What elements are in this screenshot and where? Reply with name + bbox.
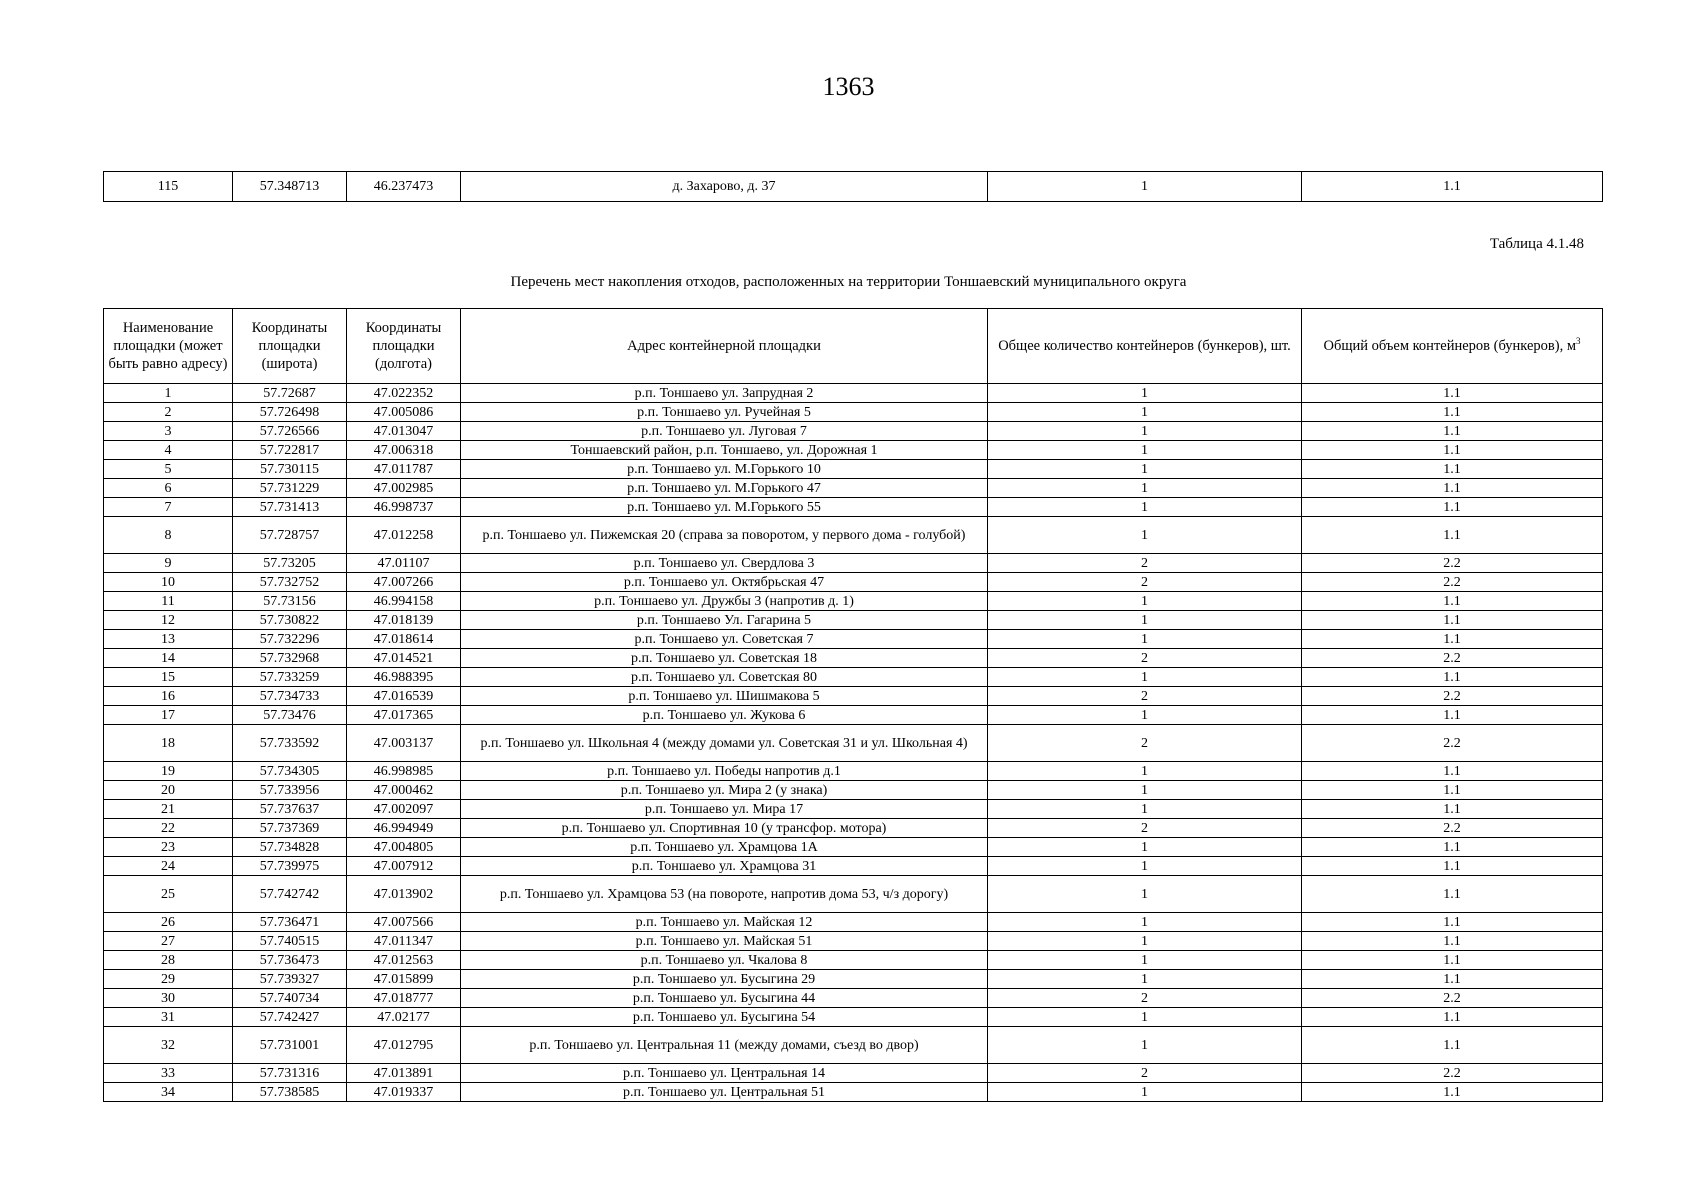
cell-volume: 2.2 xyxy=(1302,554,1603,573)
cell-volume: 2.2 xyxy=(1302,725,1603,762)
cell-lat: 57.731229 xyxy=(233,479,347,498)
cell-volume: 2.2 xyxy=(1302,989,1603,1008)
cell-count: 1 xyxy=(988,630,1302,649)
cell-count: 2 xyxy=(988,554,1302,573)
cell-volume: 1.1 xyxy=(1302,781,1603,800)
table-header-row xyxy=(104,309,1603,384)
header-volume xyxy=(1302,309,1603,384)
table-row xyxy=(104,762,1603,781)
cell-volume: 1.1 xyxy=(1302,479,1603,498)
cell-id: 5 xyxy=(104,460,233,479)
cell-lat: 57.739975 xyxy=(233,857,347,876)
cell-lat: 57.742427 xyxy=(233,1008,347,1027)
cell-lon: 46.237473 xyxy=(347,172,461,202)
cell-count: 1 xyxy=(988,1008,1302,1027)
cell-address: р.п. Тоншаево ул. Мира 17 xyxy=(461,800,988,819)
cell-volume: 1.1 xyxy=(1302,460,1603,479)
cell-id: 18 xyxy=(104,725,233,762)
cell-lon: 47.013902 xyxy=(347,876,461,913)
cell-id: 32 xyxy=(104,1027,233,1064)
cell-lon: 47.011347 xyxy=(347,932,461,951)
cell-address: р.п. Тоншаево ул. Мира 2 (у знака) xyxy=(461,781,988,800)
cell-volume: 1.1 xyxy=(1302,517,1603,554)
cell-lat: 57.739327 xyxy=(233,970,347,989)
cell-id: 34 xyxy=(104,1083,233,1102)
header-address: Адрес контейнерной площадки xyxy=(461,309,988,384)
table-caption: Перечень мест накопления отходов, расположенных на территории Тоншаевский муниципального округа xyxy=(510,274,1187,290)
cell-address: р.п. Тоншаево ул. М.Горького 55 xyxy=(461,498,988,517)
cell-lon: 47.018614 xyxy=(347,630,461,649)
header-volume-text: Общий объем контейнеров (бункеров), м xyxy=(1323,338,1577,354)
header-name: Наименование площадки (может быть равно адресу) xyxy=(104,309,233,384)
cell-lon: 47.007266 xyxy=(347,573,461,592)
cell-count: 1 xyxy=(988,706,1302,725)
cell-id: 2 xyxy=(104,403,233,422)
cell-lon: 47.013047 xyxy=(347,422,461,441)
cell-address: р.п. Тоншаево ул. Советская 7 xyxy=(461,630,988,649)
cell-id: 3 xyxy=(104,422,233,441)
cell-count: 1 xyxy=(988,172,1302,202)
cell-lon: 47.014521 xyxy=(347,649,461,668)
cell-id: 28 xyxy=(104,951,233,970)
table-row xyxy=(104,668,1603,687)
cell-id: 22 xyxy=(104,819,233,838)
cell-address: р.п. Тоншаево ул. Школьная 4 (между домами ул. Советская 31 и ул. Школьная 4) xyxy=(461,725,988,762)
cell-lat: 57.740734 xyxy=(233,989,347,1008)
cell-address: д. Захарово, д. 37 xyxy=(461,172,988,202)
cell-count: 1 xyxy=(988,517,1302,554)
cell-count: 1 xyxy=(988,913,1302,932)
cell-volume: 1.1 xyxy=(1302,498,1603,517)
cell-address: р.п. Тоншаево ул. Центральная 51 xyxy=(461,1083,988,1102)
table-row xyxy=(104,573,1603,592)
cell-address: р.п. Тоншаево ул. Центральная 14 xyxy=(461,1064,988,1083)
cell-count: 2 xyxy=(988,649,1302,668)
table-row xyxy=(104,498,1603,517)
cell-id: 24 xyxy=(104,857,233,876)
cell-count: 1 xyxy=(988,838,1302,857)
cell-lat: 57.72687 xyxy=(233,384,347,403)
cell-lon: 47.007566 xyxy=(347,913,461,932)
cell-address: р.п. Тоншаево ул. Спортивная 10 (у трансфор. мотора) xyxy=(461,819,988,838)
cell-lon: 46.994949 xyxy=(347,819,461,838)
cell-lat: 57.742742 xyxy=(233,876,347,913)
cell-id: 11 xyxy=(104,592,233,611)
cell-address: р.п. Тоншаево ул. Жукова 6 xyxy=(461,706,988,725)
table-row xyxy=(104,403,1603,422)
cell-address: р.п. Тоншаево ул. Чкалова 8 xyxy=(461,951,988,970)
cell-lat: 57.731413 xyxy=(233,498,347,517)
cell-address: р.п. Тоншаево ул. Свердлова 3 xyxy=(461,554,988,573)
cell-count: 1 xyxy=(988,384,1302,403)
cell-lon: 47.019337 xyxy=(347,1083,461,1102)
cell-address: Тоншаевский район, р.п. Тоншаево, ул. Дорожная 1 xyxy=(461,441,988,460)
waste-sites-table xyxy=(103,308,1603,1102)
cell-lon: 46.994158 xyxy=(347,592,461,611)
cell-address: р.п. Тоншаево ул. Дружбы 3 (напротив д. 1) xyxy=(461,592,988,611)
cell-lon: 46.988395 xyxy=(347,668,461,687)
cell-volume: 1.1 xyxy=(1302,1008,1603,1027)
cell-volume: 1.1 xyxy=(1302,838,1603,857)
cell-lon: 47.002985 xyxy=(347,479,461,498)
table-row xyxy=(104,172,1603,202)
table-body xyxy=(104,384,1603,1102)
cell-address: р.п. Тоншаево ул. Бусыгина 54 xyxy=(461,1008,988,1027)
table-row xyxy=(104,649,1603,668)
cell-count: 1 xyxy=(988,422,1302,441)
cell-id: 1 xyxy=(104,384,233,403)
cell-lon: 47.015899 xyxy=(347,970,461,989)
cell-lon: 47.002097 xyxy=(347,800,461,819)
cell-address: р.п. Тоншаево ул. Храмцова 1А xyxy=(461,838,988,857)
cell-lat: 57.734828 xyxy=(233,838,347,857)
table-row xyxy=(104,800,1603,819)
table-row xyxy=(104,838,1603,857)
cell-address: р.п. Тоншаево ул. Храмцова 53 (на повороте, напротив дома 53, ч/з дорогу) xyxy=(461,876,988,913)
cell-volume: 2.2 xyxy=(1302,1064,1603,1083)
cell-lat: 57.731316 xyxy=(233,1064,347,1083)
cell-count: 1 xyxy=(988,611,1302,630)
cell-address: р.п. Тоншаево ул. Советская 18 xyxy=(461,649,988,668)
cell-id: 21 xyxy=(104,800,233,819)
cell-lon: 47.012795 xyxy=(347,1027,461,1064)
cell-address: р.п. Тоншаево Ул. Гагарина 5 xyxy=(461,611,988,630)
cell-lon: 47.022352 xyxy=(347,384,461,403)
cell-volume: 1.1 xyxy=(1302,384,1603,403)
cell-id: 23 xyxy=(104,838,233,857)
cell-lat: 57.740515 xyxy=(233,932,347,951)
cell-count: 1 xyxy=(988,592,1302,611)
cell-address: р.п. Тоншаево ул. Ручейная 5 xyxy=(461,403,988,422)
cell-count: 1 xyxy=(988,970,1302,989)
table-row xyxy=(104,725,1603,762)
table-row xyxy=(104,876,1603,913)
table-row xyxy=(104,857,1603,876)
cell-lon: 47.01107 xyxy=(347,554,461,573)
cell-count: 1 xyxy=(988,1083,1302,1102)
cell-lon: 47.018777 xyxy=(347,989,461,1008)
cell-lat: 57.732296 xyxy=(233,630,347,649)
cell-lon: 47.006318 xyxy=(347,441,461,460)
cell-lat: 57.733956 xyxy=(233,781,347,800)
cell-lat: 57.734305 xyxy=(233,762,347,781)
table-row xyxy=(104,592,1603,611)
table-row xyxy=(104,781,1603,800)
header-volume-superscript: 3 xyxy=(1576,336,1581,347)
table-row xyxy=(104,913,1603,932)
cell-id: 4 xyxy=(104,441,233,460)
cell-id: 7 xyxy=(104,498,233,517)
cell-id: 20 xyxy=(104,781,233,800)
cell-volume: 1.1 xyxy=(1302,172,1603,202)
cell-id: 14 xyxy=(104,649,233,668)
cell-lon: 47.013891 xyxy=(347,1064,461,1083)
cell-count: 1 xyxy=(988,498,1302,517)
header-count: Общее количество контейнеров (бункеров), шт. xyxy=(988,309,1302,384)
cell-count: 1 xyxy=(988,876,1302,913)
cell-count: 2 xyxy=(988,573,1302,592)
cell-count: 1 xyxy=(988,460,1302,479)
cell-lon: 47.012258 xyxy=(347,517,461,554)
cell-volume: 1.1 xyxy=(1302,913,1603,932)
header-lon: Координаты площадки (долгота) xyxy=(347,309,461,384)
table-row xyxy=(104,1064,1603,1083)
cell-address: р.п. Тоншаево ул. Шишмакова 5 xyxy=(461,687,988,706)
cell-lat: 57.732752 xyxy=(233,573,347,592)
cell-address: р.п. Тоншаево ул. Майская 12 xyxy=(461,913,988,932)
cell-count: 1 xyxy=(988,403,1302,422)
table-row xyxy=(104,1008,1603,1027)
cell-id: 25 xyxy=(104,876,233,913)
cell-id: 26 xyxy=(104,913,233,932)
table-row xyxy=(104,517,1603,554)
cell-address: р.п. Тоншаево ул. Луговая 7 xyxy=(461,422,988,441)
table-row xyxy=(104,819,1603,838)
cell-count: 1 xyxy=(988,441,1302,460)
cell-volume: 2.2 xyxy=(1302,573,1603,592)
cell-address: р.п. Тоншаево ул. Запрудная 2 xyxy=(461,384,988,403)
cell-lon: 47.012563 xyxy=(347,951,461,970)
cell-address: р.п. Тоншаево ул. Храмцова 31 xyxy=(461,857,988,876)
cell-volume: 2.2 xyxy=(1302,819,1603,838)
cell-count: 2 xyxy=(988,687,1302,706)
cell-id: 8 xyxy=(104,517,233,554)
table-row xyxy=(104,611,1603,630)
cell-lon: 47.02177 xyxy=(347,1008,461,1027)
cell-id: 16 xyxy=(104,687,233,706)
cell-count: 1 xyxy=(988,951,1302,970)
cell-lat: 57.728757 xyxy=(233,517,347,554)
table-row xyxy=(104,687,1603,706)
cell-volume: 1.1 xyxy=(1302,951,1603,970)
previous-table-continuation xyxy=(103,171,1603,202)
cell-count: 1 xyxy=(988,857,1302,876)
cell-id: 17 xyxy=(104,706,233,725)
cell-lon: 46.998737 xyxy=(347,498,461,517)
cell-count: 2 xyxy=(988,1064,1302,1083)
table-row xyxy=(104,706,1603,725)
cell-lat: 57.732968 xyxy=(233,649,347,668)
cell-id: 30 xyxy=(104,989,233,1008)
cell-lat: 57.731001 xyxy=(233,1027,347,1064)
cell-id: 13 xyxy=(104,630,233,649)
table-row xyxy=(104,1083,1603,1102)
cell-lat: 57.738585 xyxy=(233,1083,347,1102)
table-row xyxy=(104,932,1603,951)
cell-count: 1 xyxy=(988,932,1302,951)
table-row xyxy=(104,441,1603,460)
cell-id: 10 xyxy=(104,573,233,592)
cell-lat: 57.733592 xyxy=(233,725,347,762)
page-number: 1363 xyxy=(822,72,875,101)
cell-volume: 1.1 xyxy=(1302,706,1603,725)
table-row xyxy=(104,970,1603,989)
cell-volume: 1.1 xyxy=(1302,762,1603,781)
table-row xyxy=(104,479,1603,498)
cell-volume: 1.1 xyxy=(1302,876,1603,913)
cell-lon: 47.003137 xyxy=(347,725,461,762)
cell-id: 15 xyxy=(104,668,233,687)
cell-id: 19 xyxy=(104,762,233,781)
cell-volume: 1.1 xyxy=(1302,932,1603,951)
table-number: Таблица 4.1.48 xyxy=(1489,236,1584,252)
cell-id: 12 xyxy=(104,611,233,630)
cell-address: р.п. Тоншаево ул. М.Горького 47 xyxy=(461,479,988,498)
cell-lat: 57.736473 xyxy=(233,951,347,970)
cell-address: р.п. Тоншаево ул. Октябрьская 47 xyxy=(461,573,988,592)
cell-address: р.п. Тоншаево ул. Советская 80 xyxy=(461,668,988,687)
cell-lat: 57.730822 xyxy=(233,611,347,630)
cell-count: 1 xyxy=(988,781,1302,800)
cell-volume: 1.1 xyxy=(1302,611,1603,630)
cell-lat: 57.736471 xyxy=(233,913,347,932)
cell-lon: 47.018139 xyxy=(347,611,461,630)
cell-count: 1 xyxy=(988,762,1302,781)
cell-volume: 1.1 xyxy=(1302,800,1603,819)
cell-lat: 57.737369 xyxy=(233,819,347,838)
cell-lon: 47.005086 xyxy=(347,403,461,422)
cell-count: 2 xyxy=(988,989,1302,1008)
table-row xyxy=(104,384,1603,403)
cell-lon: 46.998985 xyxy=(347,762,461,781)
cell-id: 31 xyxy=(104,1008,233,1027)
table-row xyxy=(104,422,1603,441)
cell-volume: 2.2 xyxy=(1302,649,1603,668)
cell-lat: 57.73156 xyxy=(233,592,347,611)
cell-volume: 1.1 xyxy=(1302,970,1603,989)
table-row xyxy=(104,630,1603,649)
table-row xyxy=(104,554,1603,573)
cell-volume: 1.1 xyxy=(1302,1027,1603,1064)
cell-lon: 47.000462 xyxy=(347,781,461,800)
table-row xyxy=(104,460,1603,479)
cell-lat: 57.726566 xyxy=(233,422,347,441)
cell-lon: 47.007912 xyxy=(347,857,461,876)
cell-id: 6 xyxy=(104,479,233,498)
cell-volume: 1.1 xyxy=(1302,668,1603,687)
cell-lat: 57.733259 xyxy=(233,668,347,687)
cell-id: 9 xyxy=(104,554,233,573)
table-row xyxy=(104,1027,1603,1064)
cell-lat: 57.722817 xyxy=(233,441,347,460)
table-row xyxy=(104,951,1603,970)
cell-count: 1 xyxy=(988,479,1302,498)
cell-volume: 1.1 xyxy=(1302,592,1603,611)
cell-id: 27 xyxy=(104,932,233,951)
header-lat: Координаты площадки (широта) xyxy=(233,309,347,384)
cell-address: р.п. Тоншаево ул. Победы напротив д.1 xyxy=(461,762,988,781)
cell-address: р.п. Тоншаево ул. Центральная 11 (между домами, съезд во двор) xyxy=(461,1027,988,1064)
cell-lat: 57.73476 xyxy=(233,706,347,725)
cell-id: 29 xyxy=(104,970,233,989)
cell-volume: 2.2 xyxy=(1302,687,1603,706)
cell-address: р.п. Тоншаево ул. Бусыгина 44 xyxy=(461,989,988,1008)
cell-id: 33 xyxy=(104,1064,233,1083)
cell-lat: 57.737637 xyxy=(233,800,347,819)
table-row xyxy=(104,989,1603,1008)
cell-volume: 1.1 xyxy=(1302,441,1603,460)
cell-address: р.п. Тоншаево ул. М.Горького 10 xyxy=(461,460,988,479)
cell-volume: 1.1 xyxy=(1302,403,1603,422)
cell-count: 1 xyxy=(988,668,1302,687)
cell-volume: 1.1 xyxy=(1302,1083,1603,1102)
cell-lat: 57.734733 xyxy=(233,687,347,706)
cell-lon: 47.016539 xyxy=(347,687,461,706)
cell-address: р.п. Тоншаево ул. Бусыгина 29 xyxy=(461,970,988,989)
cell-lat: 57.730115 xyxy=(233,460,347,479)
cell-lon: 47.017365 xyxy=(347,706,461,725)
cell-volume: 1.1 xyxy=(1302,630,1603,649)
cell-address: р.п. Тоншаево ул. Майская 51 xyxy=(461,932,988,951)
cell-volume: 1.1 xyxy=(1302,857,1603,876)
cell-lat: 57.348713 xyxy=(233,172,347,202)
cell-count: 2 xyxy=(988,819,1302,838)
cell-lon: 47.004805 xyxy=(347,838,461,857)
cell-count: 1 xyxy=(988,800,1302,819)
cell-id: 115 xyxy=(104,172,233,202)
cell-count: 1 xyxy=(988,1027,1302,1064)
cell-count: 2 xyxy=(988,725,1302,762)
cell-lat: 57.726498 xyxy=(233,403,347,422)
cell-volume: 1.1 xyxy=(1302,422,1603,441)
cell-address: р.п. Тоншаево ул. Пижемская 20 (справа за поворотом, у первого дома - голубой) xyxy=(461,517,988,554)
cell-lon: 47.011787 xyxy=(347,460,461,479)
cell-lat: 57.73205 xyxy=(233,554,347,573)
